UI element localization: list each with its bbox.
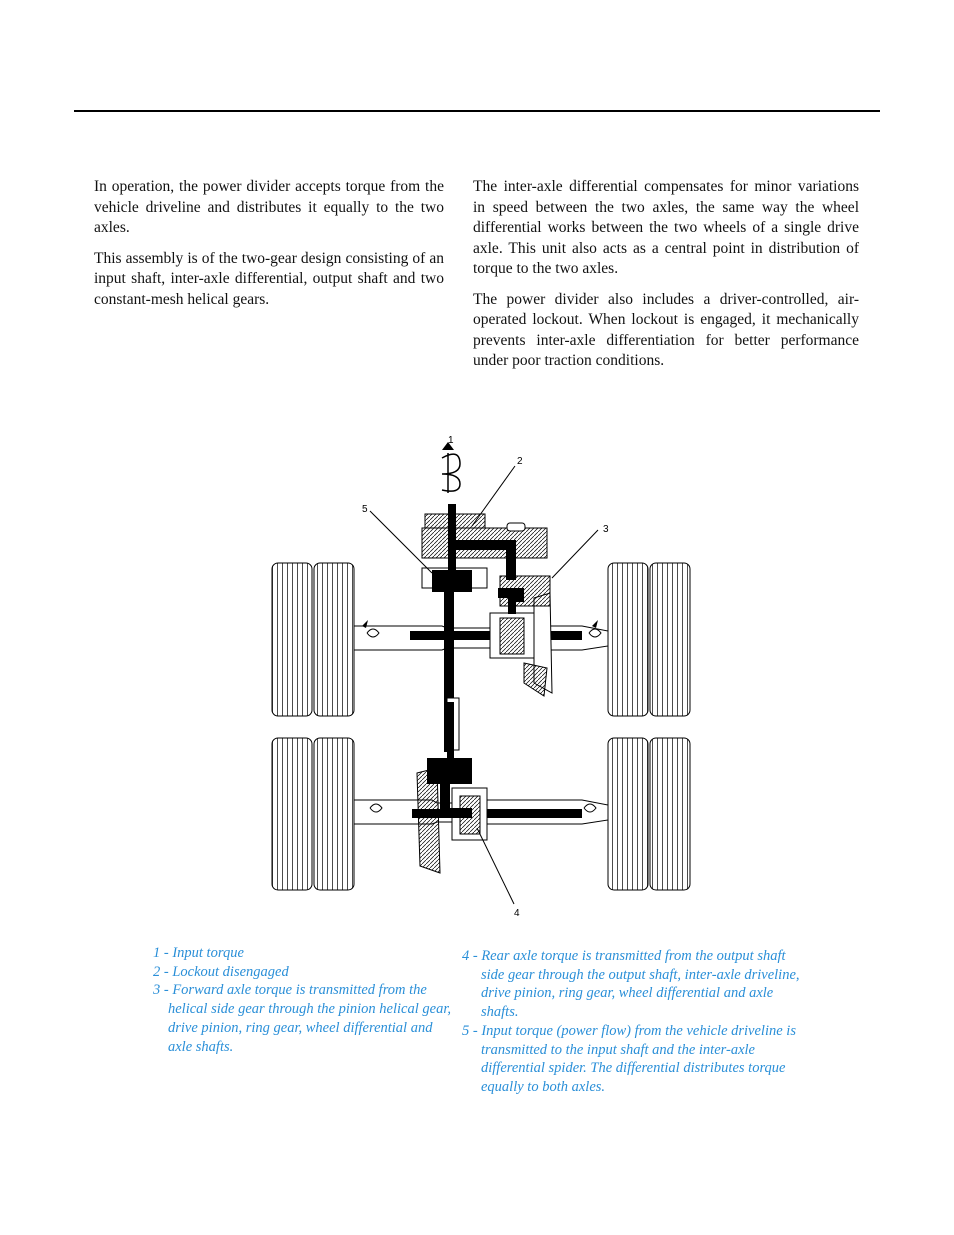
paragraph: The inter-axle differential compensates for minor variations in speed between the two axles, the same way the wheel differential works between the two wheels of a single drive axle. This unit also acts as a central point in distribution of torque to the two axles. <box>473 178 859 277</box>
callout-4: 4 <box>514 908 520 918</box>
callout-3: 3 <box>603 524 609 535</box>
body-column-right <box>473 177 859 382</box>
power-divider-diagram <box>262 428 702 918</box>
input-torque-arrow <box>442 442 460 493</box>
rear-right-tires <box>608 738 690 890</box>
callout-5: 5 <box>362 504 368 515</box>
caption-item: 3 - Forward axle torque is transmitted from the helical side gear through the pinion helical gear, drive pinion, ring gear, wheel differential and axle shafts. <box>153 982 451 1055</box>
front-right-tires <box>608 563 690 716</box>
header-rule <box>74 110 880 112</box>
caption-item: 1 - Input torque <box>153 945 244 961</box>
paragraph: The power divider also includes a driver-controlled, air-operated lockout. When lockout is engaged, it mechanically prevents inter-axle differentiation for better performance under poor traction conditions. <box>473 290 859 369</box>
caption-list-left <box>153 944 453 1056</box>
forward-axle <box>354 593 608 696</box>
caption-item: 2 - Lockout disengaged <box>153 963 289 980</box>
paragraph: This assembly is of the two-gear design consisting of an input shaft, inter-axle differential, output shaft and two constant-mesh helical gears. <box>94 249 444 308</box>
body-column-left <box>94 177 444 320</box>
front-left-tires <box>272 563 354 716</box>
rear-left-tires <box>272 738 354 890</box>
caption-list-right <box>462 947 812 1097</box>
rear-axle <box>354 768 608 873</box>
caption-item: 5 - Input torque (power flow) from the vehicle driveline is transmitted to the input shaft and the inter-axle differential spider. The differential distributes torque equally to both axles. <box>462 1022 796 1095</box>
callout-2: 2 <box>517 456 523 467</box>
callout-1: 1 <box>448 435 454 446</box>
power-divider-housing <box>422 514 550 606</box>
caption-item: 4 - Rear axle torque is transmitted from the output shaft side gear through the output shaft, inter-axle driveline, drive pinion, ring gear, wheel differential and axle shafts. <box>462 948 800 1021</box>
paragraph: In operation, the power divider accepts torque from the vehicle driveline and distributes it equally to the two axles. <box>94 178 444 236</box>
